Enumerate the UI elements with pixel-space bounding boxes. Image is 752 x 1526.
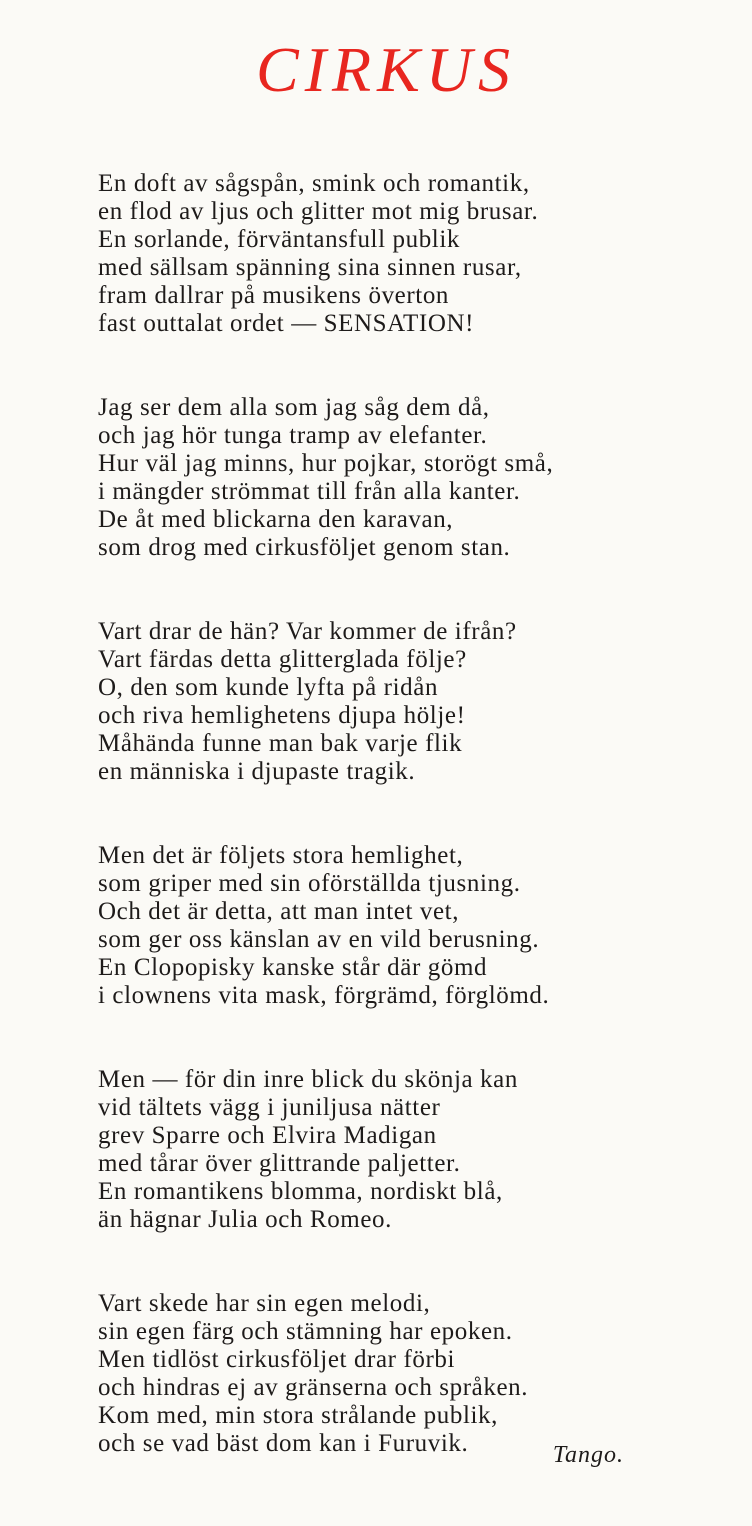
poem-line: i mängder strömmat till från alla kanter. [98, 478, 521, 505]
poem-line: O, den som kunde lyfta på ridån [98, 674, 439, 701]
poem-line: i clownens vita mask, förgrämd, förglömd. [98, 982, 550, 1009]
stanza-1 [98, 170, 718, 338]
poem-line: Men tidlöst cirkusföljet drar förbi [98, 1346, 456, 1373]
poem-line: sin egen färg och stämning har epoken. [98, 1318, 513, 1345]
poem-line: och hindras ej av gränserna och språken. [98, 1374, 529, 1401]
poem-line: som drog med cirkusföljet genom stan. [98, 534, 511, 561]
poem-line: fast outtalat ordet — SENSATION! [98, 310, 475, 337]
author-signature: Tango. [552, 1442, 624, 1468]
poem-line: De åt med blickarna den karavan, [98, 506, 454, 533]
poem-line: och jag hör tunga tramp av elefanter. [98, 422, 488, 449]
stanza-5 [98, 1066, 718, 1234]
stanza-4 [98, 842, 718, 1010]
poem-line: En romantikens blomma, nordiskt blå, [98, 1178, 503, 1205]
stanza-3 [98, 618, 718, 786]
poem-line: Vart skede har sin egen melodi, [98, 1290, 431, 1317]
poem-line: som ger oss känslan av en vild berusning. [98, 926, 540, 953]
poem-line: Jag ser dem alla som jag såg dem då, [98, 394, 490, 421]
poem-title: CIRKUS [256, 34, 516, 105]
poem-body [98, 170, 718, 1514]
stanza-2 [98, 394, 718, 562]
poem-line: Hur väl jag minns, hur pojkar, storögt små, [98, 450, 554, 477]
poem-line: fram dallrar på musikens överton [98, 282, 450, 309]
poem-line: En doft av sågspån, smink och romantik, [98, 170, 530, 197]
poem-line: Måhända funne man bak varje flik [98, 730, 463, 757]
poem-line: Vart drar de hän? Var kommer de ifrån? [98, 618, 517, 645]
poem-line: med sällsam spänning sina sinnen rusar, [98, 254, 522, 281]
poem-line: Och det är detta, att man intet vet, [98, 898, 460, 925]
poem-line: en människa i djupaste tragik. [98, 758, 416, 785]
poem-line: En sorlande, förväntansfull publik [98, 226, 460, 253]
poem-line: Men — för din inre blick du skönja kan [98, 1066, 518, 1093]
stanza-6 [98, 1290, 718, 1458]
poem-line: Kom med, min stora strålande publik, [98, 1402, 499, 1429]
poem-line: som griper med sin oförställda tjusning. [98, 870, 521, 897]
poem-line: och se vad bäst dom kan i Furuvik. [98, 1430, 469, 1457]
poem-line: En Clopopisky kanske står där gömd [98, 954, 488, 981]
poem-line: en flod av ljus och glitter mot mig brusar. [98, 198, 539, 225]
poem-line: än hägnar Julia och Romeo. [98, 1206, 392, 1233]
poem-line: och riva hemlighetens djupa hölje! [98, 702, 466, 729]
poem-line: Vart färdas detta glitterglada följe? [98, 646, 467, 673]
poem-line: med tårar över glittrande paljetter. [98, 1150, 461, 1177]
poem-line: Men det är följets stora hemlighet, [98, 842, 464, 869]
poem-line: vid tältets vägg i juniljusa nätter [98, 1094, 441, 1121]
poem-line: grev Sparre och Elvira Madigan [98, 1122, 437, 1149]
